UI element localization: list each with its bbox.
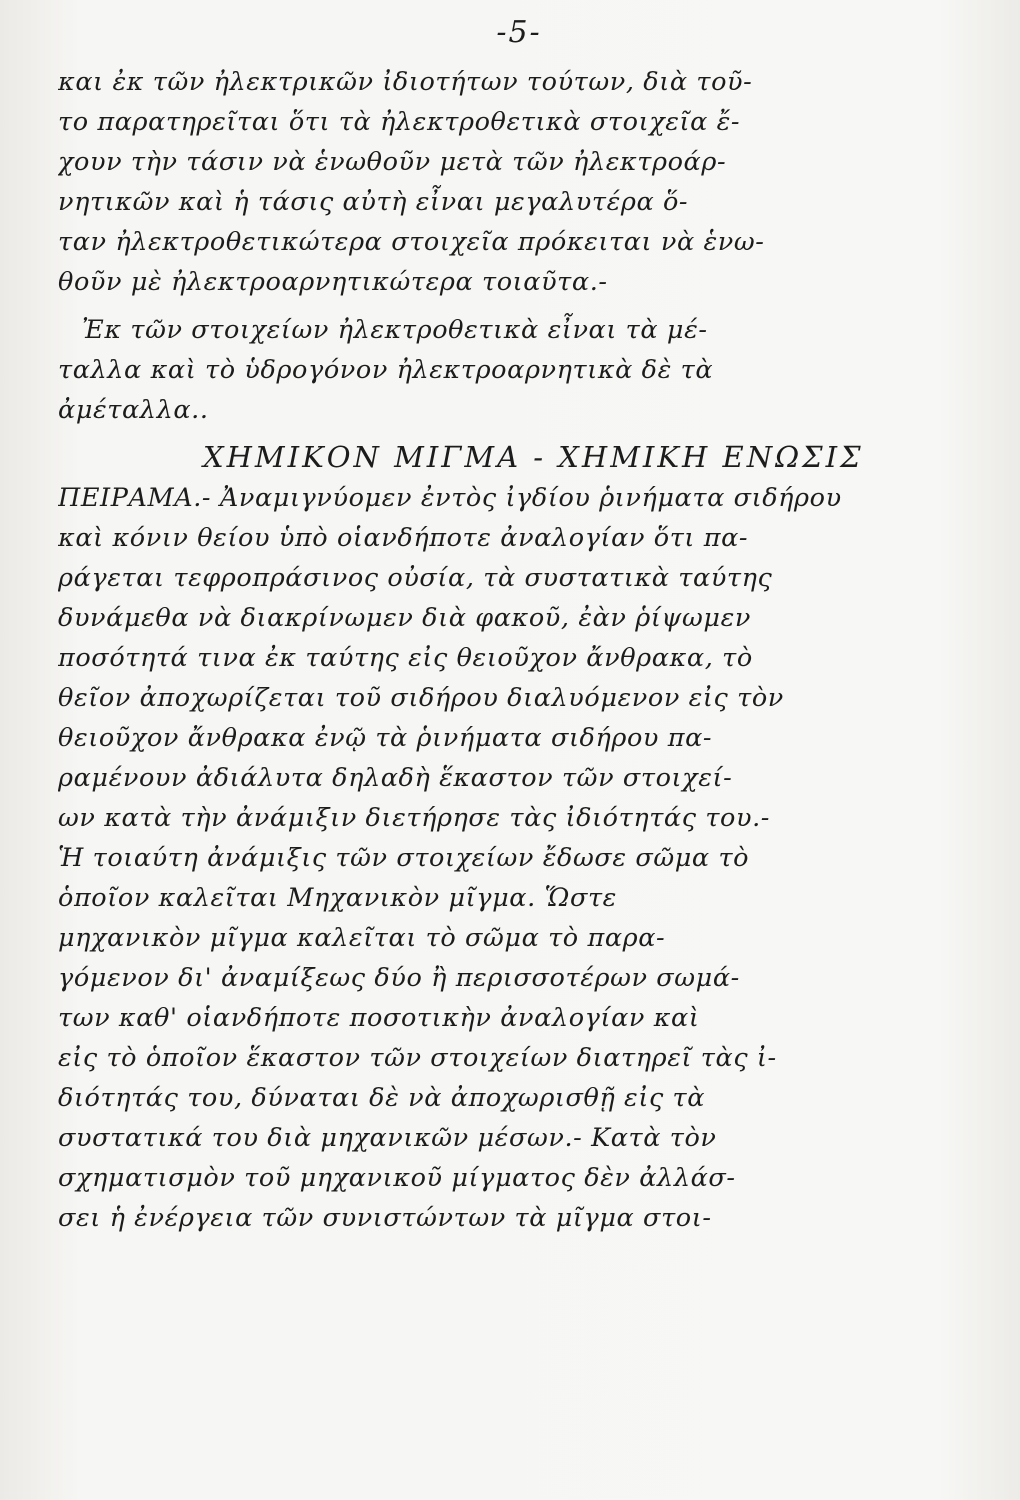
text-line: διότητάς του, δύναται δὲ νὰ ἀποχωρισθῇ εἰς τὰ bbox=[58, 1083, 706, 1113]
text-line: μηχανικὸν μῖγμα καλεῖται τὸ σῶμα τὸ παρα- bbox=[58, 923, 666, 953]
text-line: νητικῶν καὶ ἡ τάσις αὐτὴ εἶναι μεγαλυτέρα ὅ- bbox=[58, 187, 689, 217]
text-line: δυνάμεθα νὰ διακρίνωμεν διὰ φακοῦ, ἐὰν ῥίψωμεν bbox=[58, 603, 751, 633]
text-line: Ἡ τοιαύτη ἀνάμιξις τῶν στοιχείων ἔδωσε σῶμα τὸ bbox=[58, 843, 750, 873]
text-line: θειοῦχον ἄνθρακα ἐνῷ τὰ ῥινήματα σιδήρου πα- bbox=[58, 723, 713, 753]
text-line: το παρατηρεῖται ὅτι τὰ ἠλεκτροθετικὰ στοιχεῖα ἔ- bbox=[58, 107, 741, 137]
text-line: θεῖον ἀποχωρίζεται τοῦ σιδήρου διαλυόμενον εἰς τὸν bbox=[58, 683, 784, 713]
text-line: και ἐκ τῶν ἠλεκτρικῶν ἰδιοτήτων τούτων, διὰ τοῦ- bbox=[58, 67, 753, 97]
text-line: ἀμέταλλα.. bbox=[58, 395, 209, 425]
paragraph-metals bbox=[58, 310, 980, 430]
text-line: ων κατὰ τὴν ἀνάμιξιν διετήρησε τὰς ἰδιότητάς του.- bbox=[58, 803, 771, 833]
text-line: χουν τὴν τάσιν νὰ ἑνωθοῦν μετὰ τῶν ἠλεκτροάρ- bbox=[58, 147, 727, 177]
text-line: Ἐκ τῶν στοιχείων ἠλεκτροθετικὰ εἶναι τὰ μέ- bbox=[82, 315, 708, 345]
text-line: των καθ' οἱανδήποτε ποσοτικὴν ἀναλογίαν καὶ bbox=[58, 1003, 700, 1033]
text-line: συστατικά του διὰ μηχανικῶν μέσων.- Κατὰ τὸν bbox=[58, 1123, 717, 1153]
text-line: θοῦν μὲ ἠλεκτροαρνητικώτερα τοιαῦτα.- bbox=[58, 267, 608, 297]
text-line: σχηματισμὸν τοῦ μηχανικοῦ μίγματος δὲν ἀλλάσ- bbox=[58, 1163, 736, 1193]
text-line: ΠΕΙΡΑΜΑ.- Ἀναμιγνύομεν ἐντὸς ἰγδίου ῥινήματα σιδήρου bbox=[58, 483, 842, 513]
text-line: ραμένουν ἀδιάλυτα δηλαδὴ ἕκαστον τῶν στοιχεί- bbox=[58, 763, 733, 793]
text-line: εἰς τὸ ὁποῖον ἕκαστον τῶν στοιχείων διατηρεῖ τὰς ἰ- bbox=[58, 1043, 777, 1073]
text-line: ποσότητά τινα ἐκ ταύτης εἰς θειοῦχον ἄνθρακα, τὸ bbox=[58, 643, 753, 673]
paragraph-electric-properties bbox=[58, 62, 980, 302]
text-line: καὶ κόνιν θείου ὑπὸ οἱανδήποτε ἀναλογίαν ὅτι πα- bbox=[58, 523, 749, 553]
text-line: ὁποῖον καλεῖται Μηχανικὸν μῖγμα. Ὥστε bbox=[58, 883, 617, 913]
page-number: -5- bbox=[496, 15, 542, 50]
text-line: ταν ἠλεκτροθετικώτερα στοιχεῖα πρόκειται νὰ ἑνω- bbox=[58, 227, 765, 257]
text-line: ταλλα καὶ τὸ ὑδρογόνον ἠλεκτροαρνητικὰ δὲ τὰ bbox=[58, 355, 714, 385]
text-line: γόμενον δι' ἀναμίξεως δύο ἢ περισσοτέρων σωμά- bbox=[58, 963, 740, 993]
text-line: σει ἡ ἐνέργεια τῶν συνιστώντων τὰ μῖγμα στοι- bbox=[58, 1203, 712, 1233]
section-heading: ΧΗΜΙΚΟΝ ΜΙΓΜΑ - ΧΗΜΙΚΗ ΕΝΩΣΙΣ bbox=[203, 440, 864, 474]
text-line: ράγεται τεφροπράσινος οὐσία, τὰ συστατικὰ ταύτης bbox=[58, 563, 773, 593]
paragraph-experiment bbox=[58, 478, 980, 1238]
